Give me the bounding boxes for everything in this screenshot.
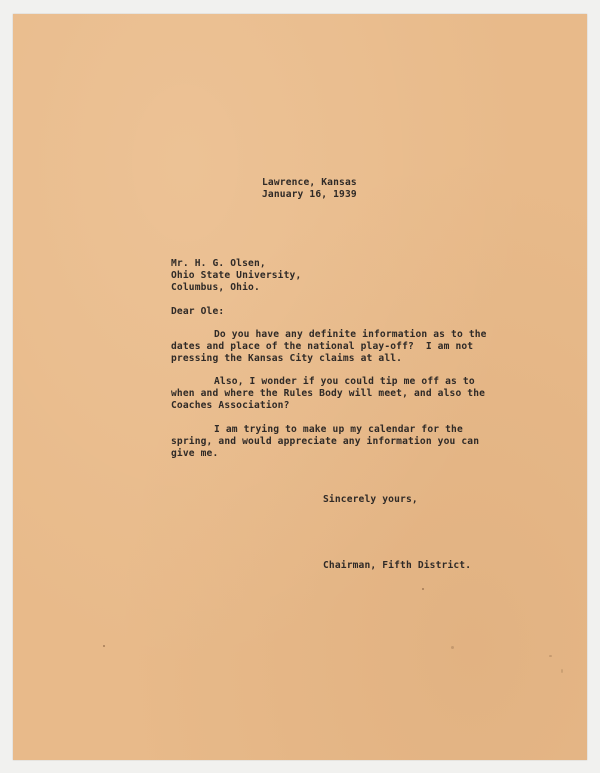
closing: Sincerely yours, xyxy=(323,494,418,505)
paper-speck xyxy=(549,655,552,657)
paper-speck xyxy=(451,646,454,649)
paragraph-1-line-1: Do you have any definite information as to the xyxy=(214,329,487,340)
salutation: Dear Ole: xyxy=(171,306,225,317)
letter-page xyxy=(13,14,587,760)
paragraph-3-line-2: spring, and would appreciate any information you can xyxy=(171,436,480,447)
recipient-city: Columbus, Ohio. xyxy=(171,282,260,293)
paragraph-2-line-2: when and where the Rules Body will meet, and also the xyxy=(171,388,486,399)
paragraph-2-line-3: Coaches Association? xyxy=(171,400,290,411)
recipient-name: Mr. H. G. Olsen, xyxy=(171,258,266,269)
paragraph-3-line-1: I am trying to make up my calendar for the xyxy=(214,424,463,435)
paper-speck xyxy=(103,645,105,647)
paragraph-2-line-1: Also, I wonder if you could tip me off as to xyxy=(214,376,475,387)
recipient-institution: Ohio State University, xyxy=(171,270,302,281)
paragraph-3-line-3: give me. xyxy=(171,448,219,459)
paper-speck xyxy=(422,588,424,590)
paper-speck xyxy=(561,669,563,673)
letter-place: Lawrence, Kansas xyxy=(262,177,357,188)
signature-title: Chairman, Fifth District. xyxy=(323,560,472,571)
paragraph-1-line-2: dates and place of the national play-off? I am not xyxy=(171,341,474,352)
letter-date: January 16, 1939 xyxy=(262,189,357,200)
paragraph-1-line-3: pressing the Kansas City claims at all. xyxy=(171,353,403,364)
